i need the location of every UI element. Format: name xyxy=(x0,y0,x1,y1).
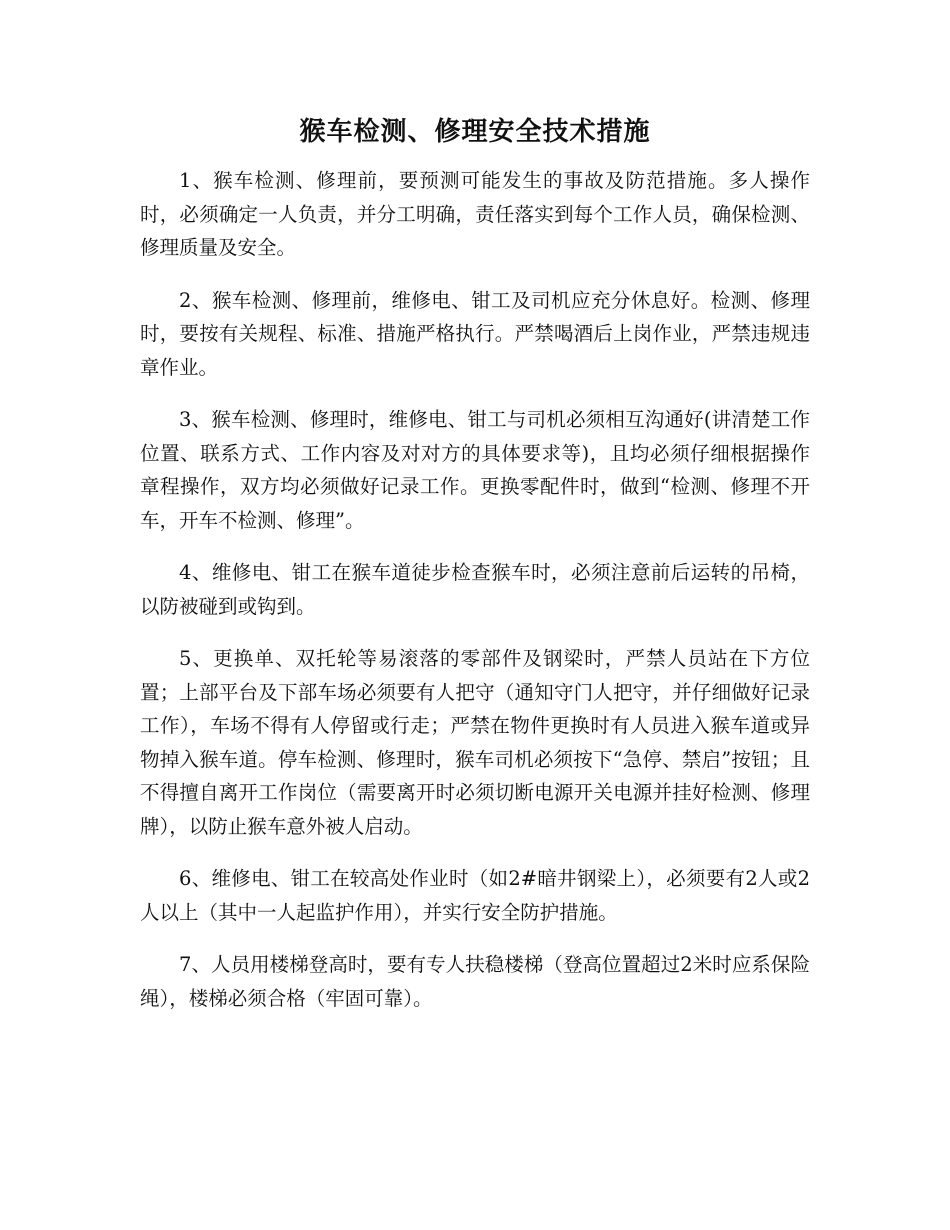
paragraph-5: 5、更换单、双托轮等易滚落的零部件及钢梁时，严禁人员站在下方位置；上部平台及下部车场必须要有人把守（通知守门人把守，并仔细做好记录工作），车场不得有人停留或行走；严禁在物件更换时有人员进入猴车道或异物掉入猴车道。停车检测、修理时，猴车司机必须按下“急停、禁启”按钮；且不得擅自离开工作岗位（需要离开时必须切断电源开关电源并挂好检测、修理牌），以防止猴车意外被人启动。 xyxy=(140,647,810,838)
document-title: 猴车检测、修理安全技术措施 xyxy=(299,117,651,147)
paragraph-3: 3、猴车检测、修理时，维修电、钳工与司机必须相互沟通好(讲清楚工作位置、联系方式、工作内容及对对方的具体要求等)，且均必须仔细根据操作章程操作，双方均必须做好记录工作。更换零配件时，做到“检测、修理不开车，开车不检测、修理”。 xyxy=(140,408,810,532)
paragraph-2: 2、猴车检测、修理前，维修电、钳工及司机应充分休息好。检测、修理时，要按有关规程、标准、措施严格执行。严禁喝酒后上岗作业，严禁违规违章作业。 xyxy=(140,288,810,379)
paragraph-6: 6、维修电、钳工在较高处作业时（如2#暗井钢梁上），必须要有2人或2人以上（其中一人起监护作用），并实行安全防护措施。 xyxy=(140,867,810,924)
paragraph-7: 7、人员用楼梯登高时，要有专人扶稳楼梯（登高位置超过2米时应系保险绳），楼梯必须合格（牢固可靠）。 xyxy=(140,953,810,1010)
paragraph-4: 4、维修电、钳工在猴车道徒步检查猴车时，必须注意前后运转的吊椅，以防被碰到或钩到。 xyxy=(140,561,810,618)
paragraph-1: 1、猴车检测、修理前，要预测可能发生的事故及防范措施。多人操作时，必须确定一人负责，并分工明确，责任落实到每个工作人员，确保检测、修理质量及安全。 xyxy=(140,169,810,259)
